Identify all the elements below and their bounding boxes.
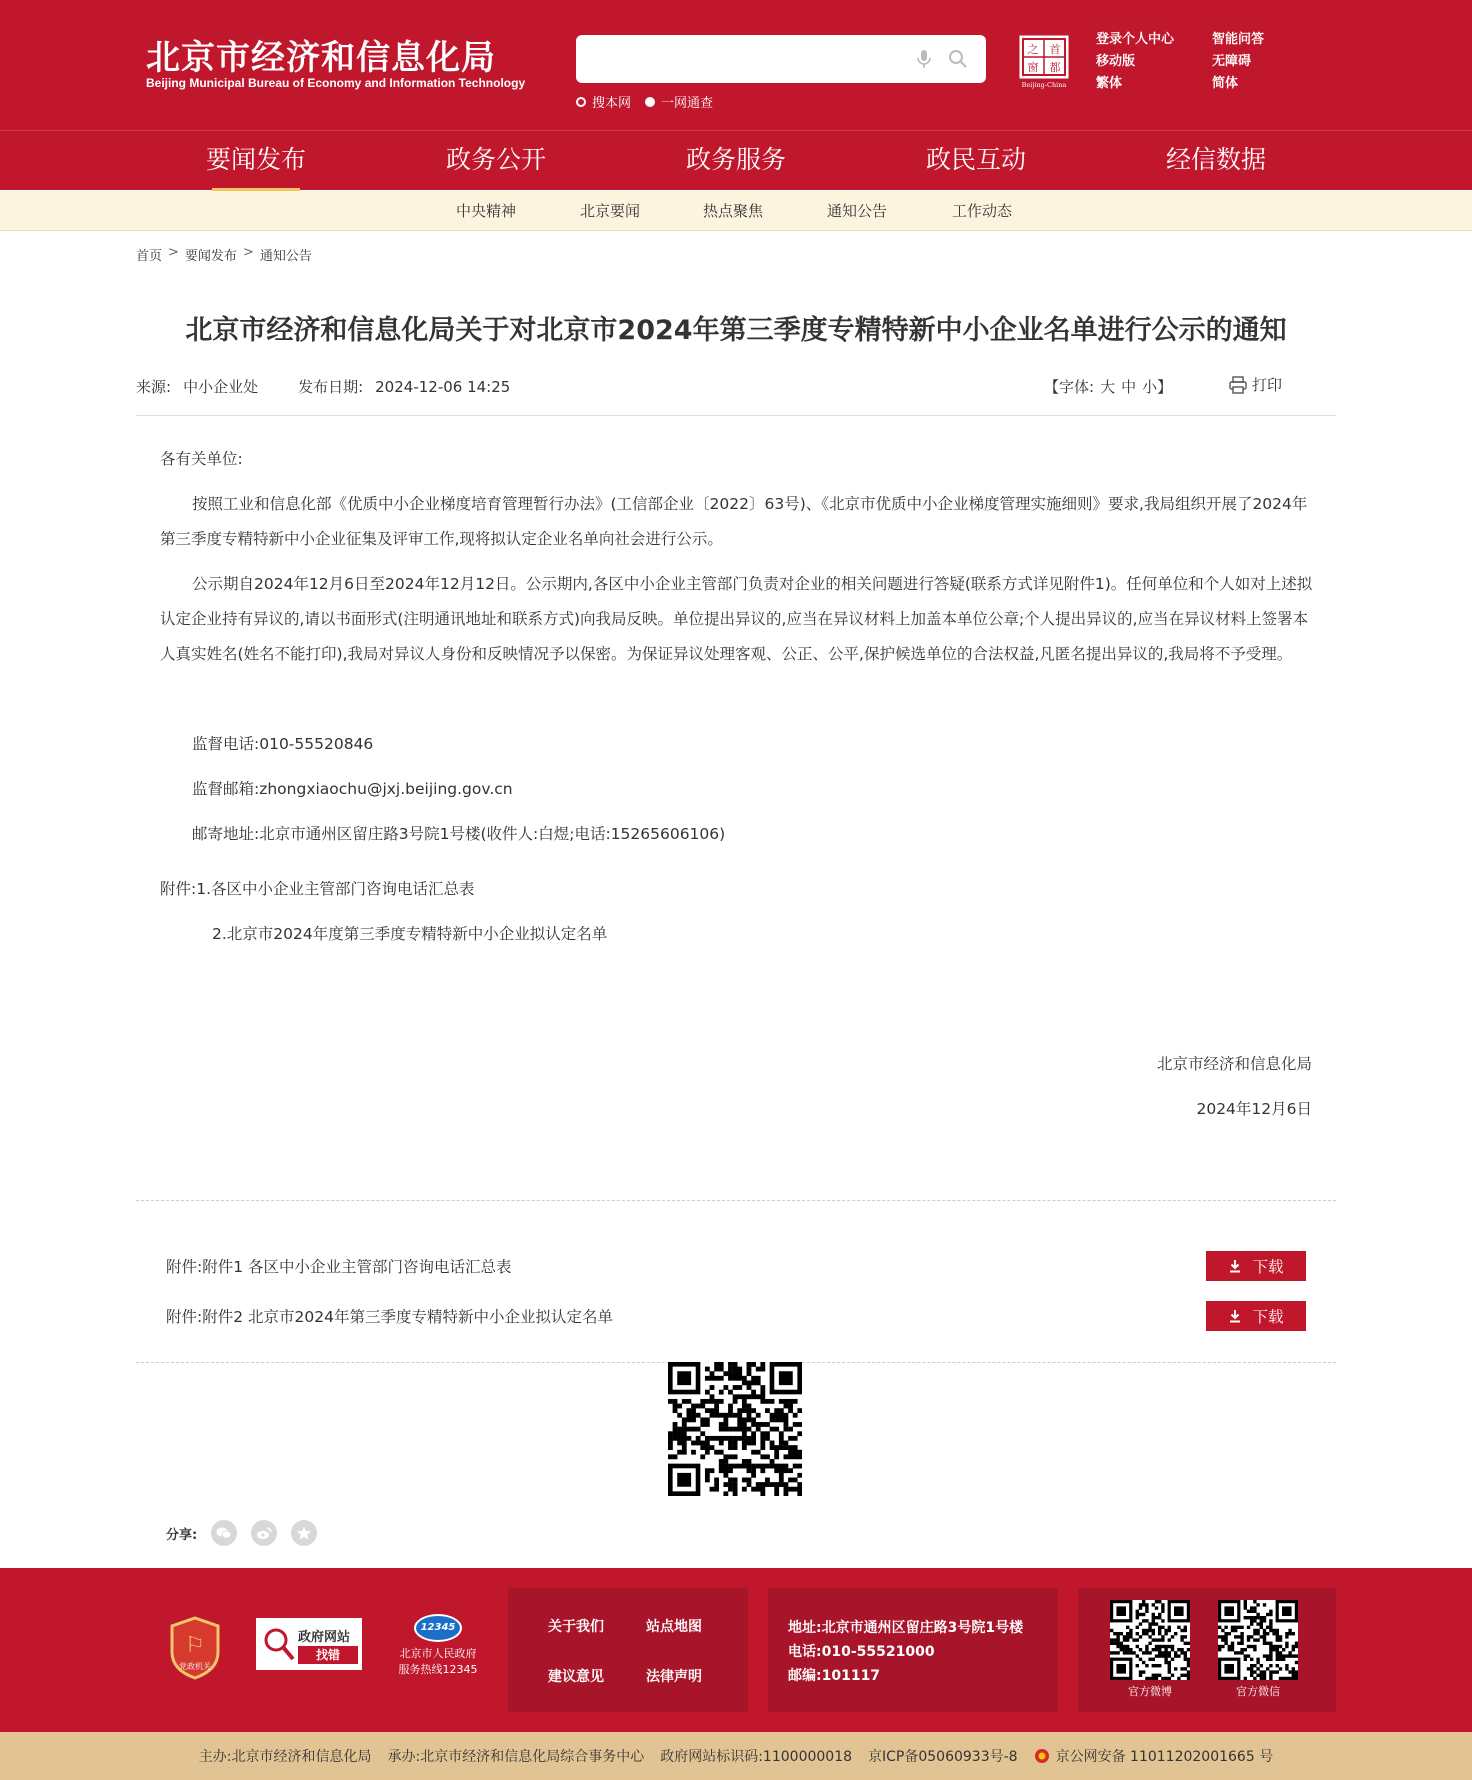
- svg-text:都: 都: [1049, 61, 1061, 74]
- supervision-phone: 监督电话:010-55520846: [192, 735, 374, 753]
- search-scope-site-label: 搜本网: [592, 96, 632, 111]
- wechat-icon[interactable]: [211, 1520, 237, 1546]
- top-utility-links: [1096, 32, 1292, 92]
- printer-icon: [1228, 375, 1248, 395]
- signature-org: 北京市经济和信息化局: [1156, 1055, 1312, 1073]
- font-size-control: [1044, 376, 1172, 397]
- font-size-large[interactable]: 大: [1100, 378, 1116, 396]
- hotline-line-1: 北京市人民政府: [399, 1647, 477, 1660]
- font-size-end: 】: [1157, 378, 1173, 396]
- accessibility-link[interactable]: 无障碍: [1212, 54, 1252, 69]
- weibo-icon[interactable]: [251, 1520, 277, 1546]
- meta-divider: [136, 415, 1336, 416]
- footer-postcode: 邮编:101117: [788, 1668, 881, 1684]
- sub-nav: [0, 191, 1472, 231]
- article-paragraph-1: 按照工业和信息化部《优质中小企业梯度培育管理暂行办法》(工信部企业〔2022〕63号)、《北京市优质中小企业梯度管理实施细则》要求,我局组织开展了2024年第三季度专精特新中小企业征集及评审工作,现将拟认定企业名单向社会进行公示。: [160, 495, 1308, 548]
- login-link[interactable]: 登录个人中心: [1096, 32, 1175, 47]
- signature-date: 2024年12月6日: [1196, 1100, 1312, 1118]
- footer-police-text: 京公网安备 11011202001665 号: [1055, 1749, 1274, 1765]
- date-value: 2024-12-06 14:25: [375, 378, 511, 396]
- download-label: 下载: [1252, 1258, 1284, 1276]
- footer-sponsor: 主办:北京市经济和信息化局: [198, 1749, 372, 1765]
- search-scope-all-label: 一网通查: [661, 96, 714, 111]
- breadcrumb-news[interactable]: 要闻发布: [184, 249, 237, 264]
- print-button[interactable]: [1228, 374, 1282, 395]
- share-bar: [166, 1520, 317, 1546]
- footer-organizer: 承办:北京市经济和信息化局综合事务中心: [387, 1749, 645, 1765]
- attachment-list-1: 附件:1.各区中小企业主管部门咨询电话汇总表: [160, 880, 475, 898]
- footer-bottom-bar: [0, 1732, 1472, 1780]
- search-scope-all[interactable]: [645, 92, 713, 111]
- font-size-medium[interactable]: 中: [1121, 378, 1137, 396]
- svg-text:首: 首: [1049, 43, 1061, 56]
- print-label: 打印: [1252, 376, 1283, 394]
- page-qr-code: [668, 1362, 802, 1496]
- nav-item-services[interactable]: 政务服务: [685, 145, 786, 174]
- subnav-central-spirit[interactable]: 中央精神: [456, 202, 517, 220]
- badge-line-1: 政府网站: [298, 1630, 351, 1645]
- site-header: [0, 0, 1472, 130]
- footer-contact-box: [768, 1588, 1058, 1712]
- footer-link-legal[interactable]: 法律声明: [646, 1669, 702, 1685]
- subnav-beijing-news[interactable]: 北京要闻: [580, 202, 641, 220]
- attachment-link-2[interactable]: 附件:附件2 北京市2024年第三季度专精特新中小企业拟认定名单: [166, 1308, 613, 1326]
- subnav-work-updates[interactable]: 工作动态: [952, 202, 1013, 220]
- subnav-hot-topics[interactable]: 热点聚焦: [703, 202, 764, 220]
- footer-site-id: 政府网站标识码:1100000018: [660, 1749, 853, 1765]
- capital-window-logo[interactable]: [1018, 34, 1070, 90]
- footer-qr-box: [1078, 1588, 1336, 1712]
- svg-text:之: 之: [1027, 43, 1039, 56]
- weibo-qr[interactable]: [1110, 1600, 1190, 1699]
- site-logo-title[interactable]: 北京市经济和信息化局: [146, 38, 496, 78]
- footer-phone: 电话:010-55521000: [788, 1644, 935, 1660]
- article-title: 北京市经济和信息化局关于对北京市2024年第三季度专精特新中小企业名单进行公示的通知: [185, 315, 1287, 346]
- nav-item-gov-affairs[interactable]: 政务公开: [445, 145, 546, 174]
- nav-item-interaction[interactable]: 政民互动: [925, 145, 1026, 174]
- simplified-chinese-link[interactable]: 简体: [1212, 76, 1239, 91]
- attachment-link-1[interactable]: 附件:附件1 各区中小企业主管部门咨询电话汇总表: [166, 1258, 512, 1276]
- traditional-chinese-link[interactable]: 繁体: [1096, 76, 1123, 91]
- footer-link-about[interactable]: 关于我们: [548, 1619, 604, 1635]
- search-scope-options: [576, 92, 713, 111]
- breadcrumb: [136, 245, 312, 264]
- badge-line-2: 找错: [298, 1646, 358, 1664]
- share-label: 分享:: [166, 1527, 198, 1543]
- mobile-version-link[interactable]: 移动版: [1096, 54, 1136, 69]
- radio-unchecked-icon: [576, 97, 586, 107]
- download-button-2[interactable]: [1206, 1301, 1306, 1331]
- breadcrumb-home[interactable]: 首页: [136, 249, 163, 264]
- hotline-12345-logo: 12345: [414, 1614, 462, 1642]
- hotline-12345-badge[interactable]: [390, 1614, 486, 1678]
- footer-address: 地址:北京市通州区留庄路3号院1号楼: [788, 1620, 1024, 1636]
- svg-text:⚐: ⚐: [185, 1633, 205, 1658]
- hotline-line-2: 服务热线12345: [398, 1663, 478, 1676]
- site-footer: [0, 1568, 1472, 1732]
- attachment-list-2: 2.北京市2024年度第三季度专精特新中小企业拟认定名单: [212, 925, 608, 943]
- attachment-row: [166, 1301, 1306, 1331]
- subnav-notices[interactable]: 通知公告: [827, 202, 888, 220]
- footer-icp[interactable]: 京ICP备05060933号-8: [868, 1749, 1018, 1765]
- download-button-1[interactable]: [1206, 1251, 1306, 1281]
- download-icon: [1228, 1259, 1242, 1273]
- svg-text:Beijing-China: Beijing-China: [1021, 81, 1067, 89]
- article-date: [298, 376, 510, 397]
- search-scope-site[interactable]: [576, 92, 631, 111]
- radio-checked-icon: [645, 97, 655, 107]
- gov-site-error-report-badge[interactable]: [254, 1616, 364, 1672]
- download-icon: [1228, 1309, 1242, 1323]
- search-input[interactable]: [576, 35, 986, 83]
- favorite-icon[interactable]: [291, 1520, 317, 1546]
- magnifier-icon: [262, 1626, 296, 1664]
- breadcrumb-separator: >: [168, 245, 179, 260]
- smart-qa-link[interactable]: 智能问答: [1212, 32, 1265, 47]
- article-meta: [136, 376, 510, 397]
- attachment-row: [166, 1251, 1306, 1281]
- wechat-qr-code: [1218, 1600, 1298, 1680]
- font-size-small[interactable]: 小: [1142, 378, 1158, 396]
- footer-police-record[interactable]: [1034, 1746, 1274, 1766]
- mailing-address: 邮寄地址:北京市通州区留庄路3号院1号楼(收件人:白煜;电话:15265606106): [192, 825, 726, 843]
- wechat-qr-label: 官方微信: [1236, 1685, 1280, 1698]
- police-badge-icon: [1034, 1748, 1050, 1764]
- source-value: 中小企业处: [183, 378, 259, 396]
- article-paragraph-2: 公示期自2024年12月6日至2024年12月12日。公示期内,各区中小企业主管部门负责对企业的相关问题进行答疑(联系方式详见附件1)。任何单位和个人如对上述拟认定企业持有异议的,请以书面形式(注明通讯地址和联系方式)向我局反映。单位提出异议的,应当在异议材料上加盖本单位公章;个人提出异议的,应当在异议材料上签署本人真实姓名(姓名不能打印),我局对异议人身份和反映情况予以保密。为保证异议处理客观、公正、公平,保护候选单位的合法权益,凡匿名提出异议的,我局将不予受理。: [160, 575, 1313, 663]
- svg-text:窗: 窗: [1027, 61, 1039, 74]
- footer-link-feedback[interactable]: 建议意见: [548, 1669, 604, 1685]
- weibo-qr-label: 官方微博: [1128, 1685, 1172, 1698]
- article-salutation: 各有关单位:: [160, 450, 243, 468]
- breadcrumb-notices[interactable]: 通知公告: [259, 249, 312, 264]
- supervision-email: 监督邮箱:zhongxiaochu@jxj.beijing.gov.cn: [192, 780, 513, 798]
- download-label: 下载: [1252, 1308, 1284, 1326]
- weibo-qr-code: [1110, 1600, 1190, 1680]
- site-logo-subtitle: Beijing Municipal Bureau of Economy and Information Technology: [146, 76, 526, 90]
- main-nav: [0, 130, 1472, 190]
- date-label: 发布日期:: [298, 378, 364, 396]
- party-gov-badge[interactable]: [168, 1616, 222, 1680]
- svg-text:党政机关: 党政机关: [179, 1662, 211, 1671]
- font-size-label: 【字体:: [1044, 378, 1095, 396]
- footer-links-box: [508, 1588, 748, 1712]
- nav-item-news[interactable]: 要闻发布: [186, 131, 326, 191]
- breadcrumb-separator: >: [242, 245, 254, 260]
- footer-link-sitemap[interactable]: 站点地图: [646, 1619, 702, 1635]
- article-source: [136, 376, 258, 397]
- microphone-icon[interactable]: [912, 47, 936, 71]
- nav-item-data[interactable]: 经信数据: [1165, 145, 1266, 174]
- search-icon[interactable]: [946, 47, 970, 71]
- wechat-qr[interactable]: [1218, 1600, 1298, 1699]
- attachments-divider-top: [136, 1200, 1336, 1201]
- source-label: 来源:: [136, 378, 172, 396]
